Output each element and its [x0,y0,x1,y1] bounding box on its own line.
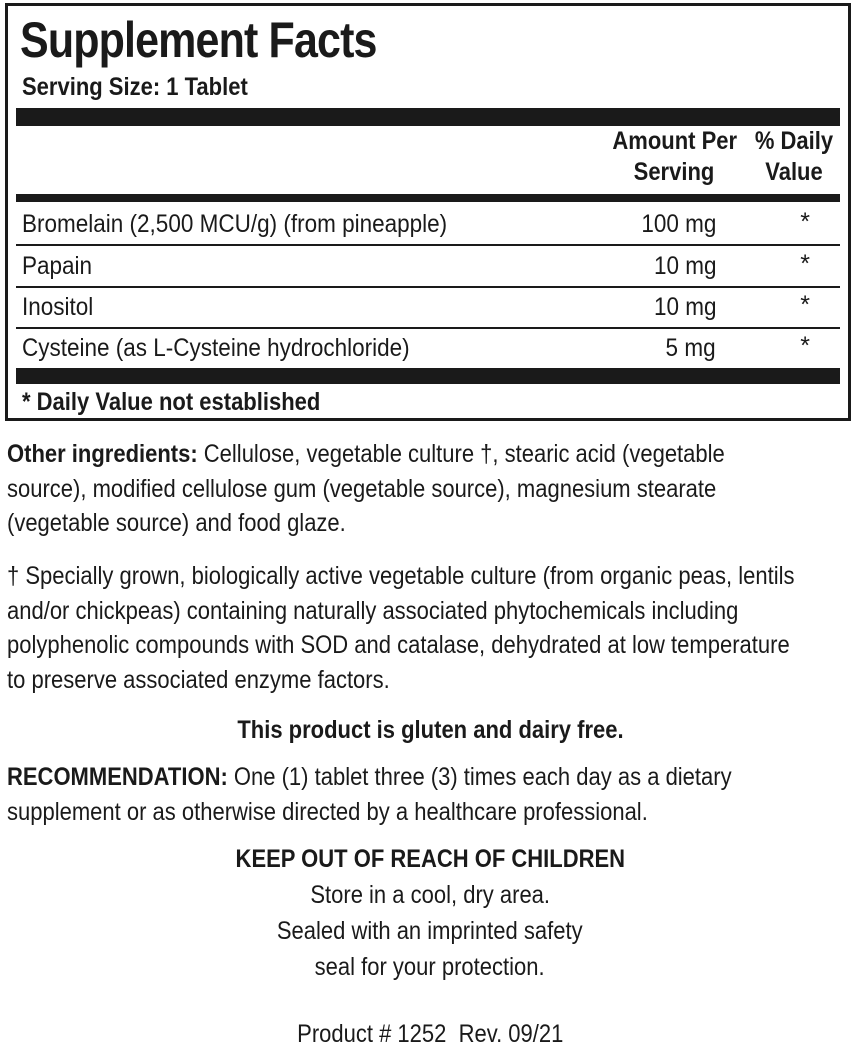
recommendation [7,760,799,829]
serving-size: Serving Size: 1 Tablet [22,73,248,101]
other-ingredients [7,437,799,541]
warning-line: Sealed with an imprinted safety [277,917,583,945]
table-row [16,246,840,286]
ingredient-name: Inositol [22,293,94,321]
warning-heading: KEEP OUT OF REACH OF CHILDREN [235,845,625,873]
ingredient-amount: 10 mg [653,293,716,321]
allergen-statement: This product is gluten and dairy free. [236,716,624,744]
ingredient-amount: 10 mg [653,252,716,280]
divider-bar-mid [16,194,840,202]
recommendation-label: RECOMMENDATION: [7,763,228,791]
table-row [16,204,840,244]
ingredient-name: Cysteine (as L-Cysteine hydrochloride) [22,334,410,362]
other-ingredients-text: Cellulose, vegetable culture †, stearic acid (vegetable source), modified cellulose gum (vegetable source), magnesium stearate (vegetable source) and food glaze. [7,440,725,537]
ingredient-name: Bromelain (2,500 MCU/g) (from pineapple) [22,210,448,238]
ingredient-daily-value: * [800,332,810,360]
culture-note: † Specially grown, biologically active vegetable culture (from organic peas, lentils and/or chickpeas) containing naturally associated phytochemicals including polyphenolic compounds with SOD and catalase, dehydrated at low temperature to preserve associated enzyme factors. [7,562,795,694]
divider-bar-bottom [16,368,840,384]
other-ingredients-label: Other ingredients: [7,440,198,468]
panel-title: Supplement Facts [20,12,377,68]
ingredient-daily-value: * [800,208,810,236]
table-row [16,287,840,327]
ingredient-amount: 5 mg [665,334,716,362]
supplement-facts-panel [5,3,851,421]
warning-line: Store in a cool, dry area. [310,881,550,909]
ingredient-amount: 100 mg [640,210,716,238]
ingredient-name: Papain [22,252,93,280]
daily-value-footnote: * Daily Value not established [22,388,321,416]
recommendation-text: One (1) tablet three (3) times each day as a dietary supplement or as otherwise directed by a healthcare professional. [7,763,732,826]
ingredient-daily-value: * [800,250,810,278]
column-header-daily-value: % Daily Value [754,127,834,186]
column-header-amount: Amount Per Serving [612,127,738,186]
warning-line: seal for your protection. [315,953,545,981]
product-code: Product # 1252 Rev. 09/21 [296,1020,564,1048]
divider-bar-top [16,108,840,126]
table-row [16,328,840,368]
ingredient-daily-value: * [800,291,810,319]
